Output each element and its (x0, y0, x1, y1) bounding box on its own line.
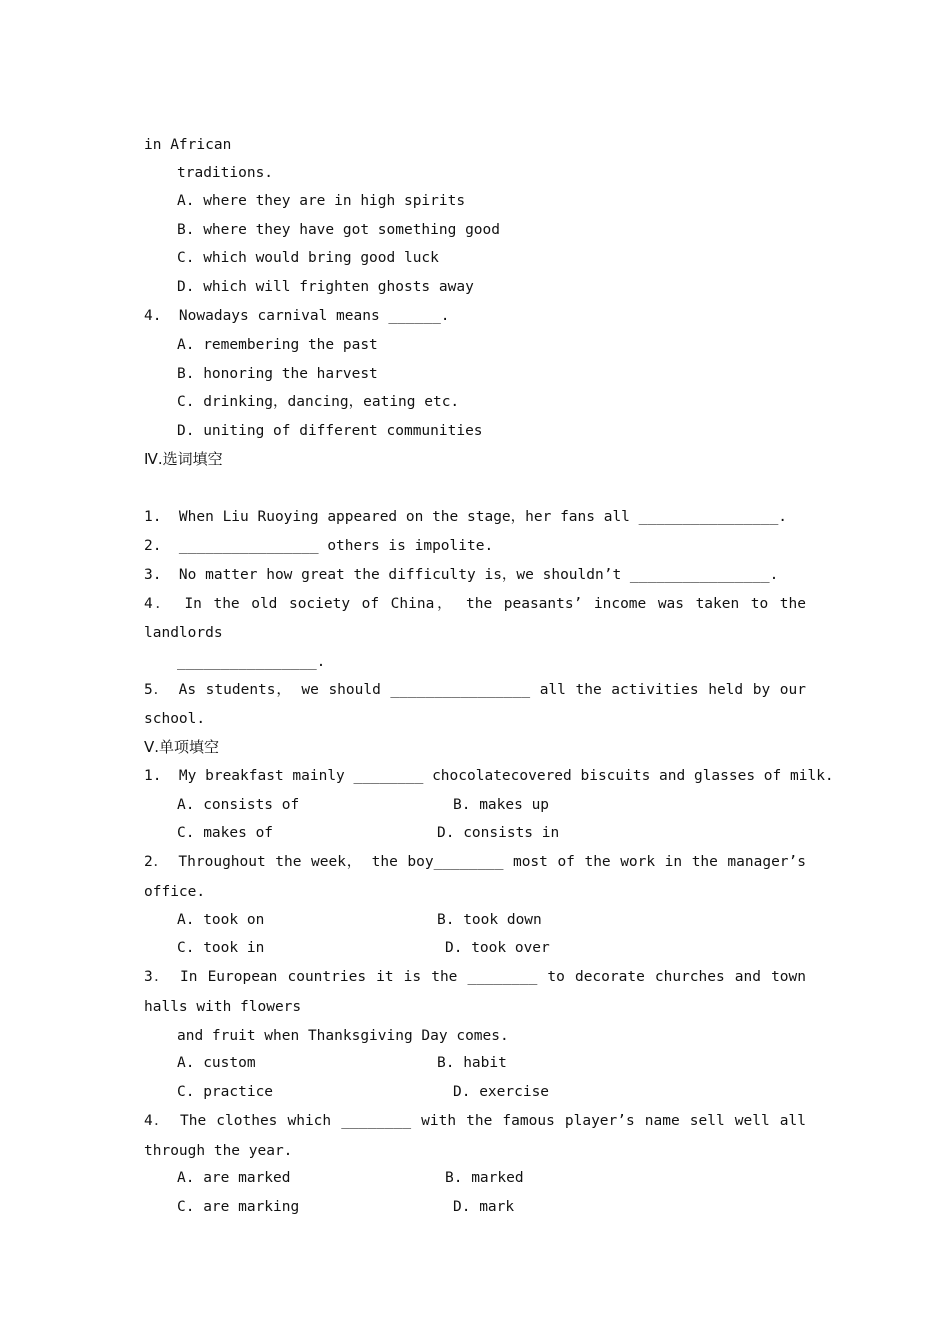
option-b: B. took down (437, 912, 542, 928)
question-stem-continued: office. (144, 884, 206, 900)
option-d: D. which will frighten ghosts away (177, 279, 474, 295)
option-c: C. makes of (177, 825, 274, 841)
option-b: B. marked (445, 1170, 524, 1186)
option-c: C. drinking，dancing，eating etc. (177, 394, 460, 410)
option-d: D. uniting of different communities (177, 423, 483, 439)
fill-item: 4． In the old society of China， the peasants’ income was taken to the (144, 596, 806, 612)
fill-item: 5． As students， we should ________________ all the activities held by our (144, 682, 806, 698)
fill-item-continued: landlords (144, 625, 223, 641)
option-a: A. took on (177, 912, 265, 928)
option-b: B. where they have got something good (177, 222, 501, 238)
option-c: C. which would bring good luck (177, 250, 439, 266)
text-line: traditions. (177, 165, 274, 181)
question-stem: 2． Throughout the week， the boy________ most of the work in the manager’s (144, 854, 806, 870)
fill-item: 2. ________________ others is impolite. (144, 538, 494, 554)
fill-item-blank: ________________. (177, 654, 326, 670)
question-stem-continued: through the year. (144, 1143, 293, 1159)
question-stem: 4． The clothes which ________ with the famous player’s name sell well all (144, 1113, 806, 1129)
text-line: in African (144, 137, 232, 153)
option-a: A. consists of (177, 797, 300, 813)
option-c: C. took in (177, 940, 265, 956)
option-b: B. makes up (453, 797, 550, 813)
option-a: A. custom (177, 1055, 256, 1071)
question-stem-continued: and fruit when Thanksgiving Day comes. (177, 1028, 509, 1044)
question-stem-continued: halls with flowers (144, 999, 302, 1015)
option-d: D. took over (445, 940, 550, 956)
option-a: A. remembering the past (177, 337, 378, 353)
option-b: B. habit (437, 1055, 507, 1071)
option-c: C. practice (177, 1084, 274, 1100)
fill-item-continued: school. (144, 711, 206, 727)
option-a: A. are marked (177, 1170, 291, 1186)
fill-item: 1. When Liu Ruoying appeared on the stage，her fans all ________________. (144, 509, 788, 525)
section-heading: Ⅴ.单项填空 (144, 738, 220, 756)
option-c: C. are marking (177, 1199, 300, 1215)
option-a: A. where they are in high spirits (177, 193, 466, 209)
question-stem: 1. My breakfast mainly ________ chocolatecovered biscuits and glasses of milk. (144, 768, 834, 784)
option-d: D. consists in (437, 825, 560, 841)
question-stem: 4. Nowadays carnival means ______. (144, 308, 450, 324)
section-heading: Ⅳ.选词填空 (144, 450, 223, 468)
option-b: B. honoring the harvest (177, 366, 378, 382)
question-stem: 3． In European countries it is the ________ to decorate churches and town (144, 969, 806, 985)
fill-item: 3. No matter how great the difficulty is，we shouldn’t ________________. (144, 567, 779, 583)
option-d: D. mark (453, 1199, 515, 1215)
option-d: D. exercise (453, 1084, 550, 1100)
